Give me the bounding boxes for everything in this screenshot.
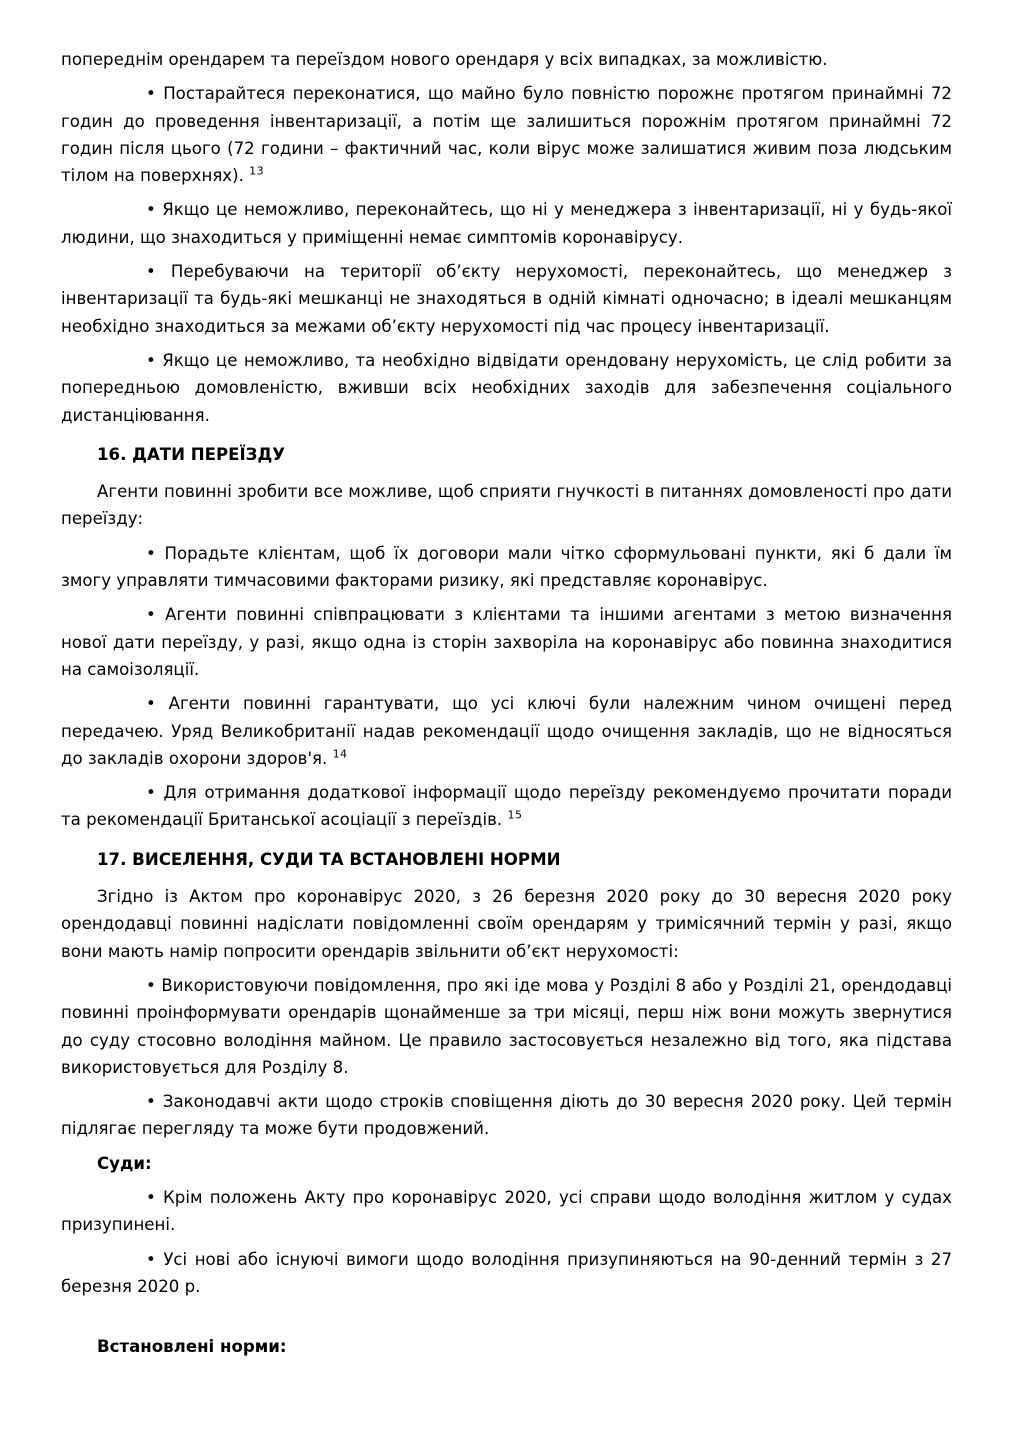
bullet-marker: • xyxy=(146,694,156,714)
section-heading: 16. ДАТИ ПЕРЕЇЗДУ xyxy=(97,444,286,464)
document-content xyxy=(61,46,952,1360)
bullet-marker: • xyxy=(146,975,156,995)
bullet-item: • Законодавчі акти щодо строків сповіщення діють до 30 вересня 2020 року. Цей термін підлягає перегляду та може бути продовжений. xyxy=(61,1092,952,1139)
bullet-item: • Усі нові або існуючі вимоги щодо володіння призупиняються на 90-денний термін з 27 березня 2020 р. xyxy=(61,1249,952,1296)
paragraph: Агенти повинні зробити все можливе, щоб сприяти гнучкості в питаннях домовленості про дати переїзду: xyxy=(61,482,952,529)
bullet-item: • Якщо це неможливо, та необхідно відвідати орендовану нерухомість, це слід робити за попередньою домовленістю, вживши всіх необхідних заходів для забезпечення соціального дистанціювання. xyxy=(61,350,952,425)
footnote-ref: 15 xyxy=(507,808,523,822)
bullet-marker: • xyxy=(146,200,156,220)
bullet-marker: • xyxy=(146,350,156,370)
bullet-item: • Постарайтеся переконатися, що майно було повністю порожнє протягом принаймні 72 годин до проведення інвентаризації, а потім ще залишиться порожнім протягом принаймні 72 годин після цього (72 години – фактичний час, коли вірус може залишатися живим поза людським тілом на поверхнях). $^{13}$ xyxy=(61,84,952,186)
bullet-marker: • xyxy=(146,1187,156,1207)
bullet-item: • Порадьте клієнтам, щоб їх договори мали чітко сформульовані пункти, які б дали їм змогу управляти тимчасовими факторами ризику, які представляє коронавірус. xyxy=(61,543,952,591)
footnote-ref: 14 xyxy=(332,747,348,761)
bullet-marker: • xyxy=(146,543,156,563)
bullet-marker: • xyxy=(146,262,156,282)
bullet-item: • Агенти повинні гарантувати, що усі ключі були належним чином очищені перед передачею. Уряд Великобританії надав рекомендації щодо очищення закладів, що не відносяться до закладів охорони здоров'я. $^{14}$ xyxy=(61,694,952,768)
bullet-item: • Для отримання додаткової інформації щодо переїзду рекомендуємо прочитати поради та рекомендації Британської асоціації з переїздів. $^{15}$ xyxy=(61,783,952,830)
paragraph: попереднім орендарем та переїздом нового орендаря у всіх випадках, за можливістю. xyxy=(61,50,828,69)
bullet-marker: • xyxy=(146,783,156,803)
footnote-ref: 13 xyxy=(249,164,265,178)
paragraph: Згідно із Актом про коронавірус 2020, з 26 березня 2020 року до 30 вересня 2020 року орендодавці повинні надіслати повідомленні своїм орендарям у тримісячний термін у разі, якщо вони мають намір попросити орендарів звільнити об’єкт нерухомості: xyxy=(61,887,952,961)
bullet-marker: • xyxy=(146,1249,156,1269)
bullet-item: • Використовуючи повідомлення, про які іде мова у Розділі 8 або у Розділі 21, орендодавці повинні проінформувати орендарів щонайменше за три місяці, перш ніж вони можуть звернутися до суду стосовно володіння майном. Це правило застосовується незалежно від того, яка підстава використовується для Розділу 8. xyxy=(61,975,952,1077)
bullet-marker: • xyxy=(146,84,156,104)
section-heading: 17. ВИСЕЛЕННЯ, СУДИ ТА ВСТАНОВЛЕНІ НОРМИ xyxy=(97,849,561,869)
bullet-marker: • xyxy=(146,605,156,625)
bold-label: Встановлені норми: xyxy=(97,1337,287,1357)
bullet-item: • Агенти повинні співпрацювати з клієнтами та іншими агентами з метою визначення нової дати переїзду, у разі, якщо одна із сторін захворіла на коронавірус або повинна знаходитися на самоізоляції. xyxy=(61,605,952,679)
bullet-item: • Крім положень Акту про коронавірус 2020, усі справи щодо володіння житлом у судах призупинені. xyxy=(61,1187,952,1235)
bullet-marker: • xyxy=(146,1092,156,1112)
bold-label: Суди: xyxy=(97,1153,152,1173)
bullet-item: • Перебуваючи на території об’єкту нерухомості, переконайтесь, що менеджер з інвентаризації та будь-які мешканці не знаходяться в одній кімнаті одночасно; в ідеалі мешканцям необхідно знаходиться за межами об’єкту нерухомості під час процесу інвентаризації. xyxy=(61,262,952,336)
bullet-item: • Якщо це неможливо, переконайтесь, що ні у менеджера з інвентаризації, ні у будь-якої людини, що знаходиться у приміщенні немає симптомів коронавірусу. xyxy=(61,200,952,247)
